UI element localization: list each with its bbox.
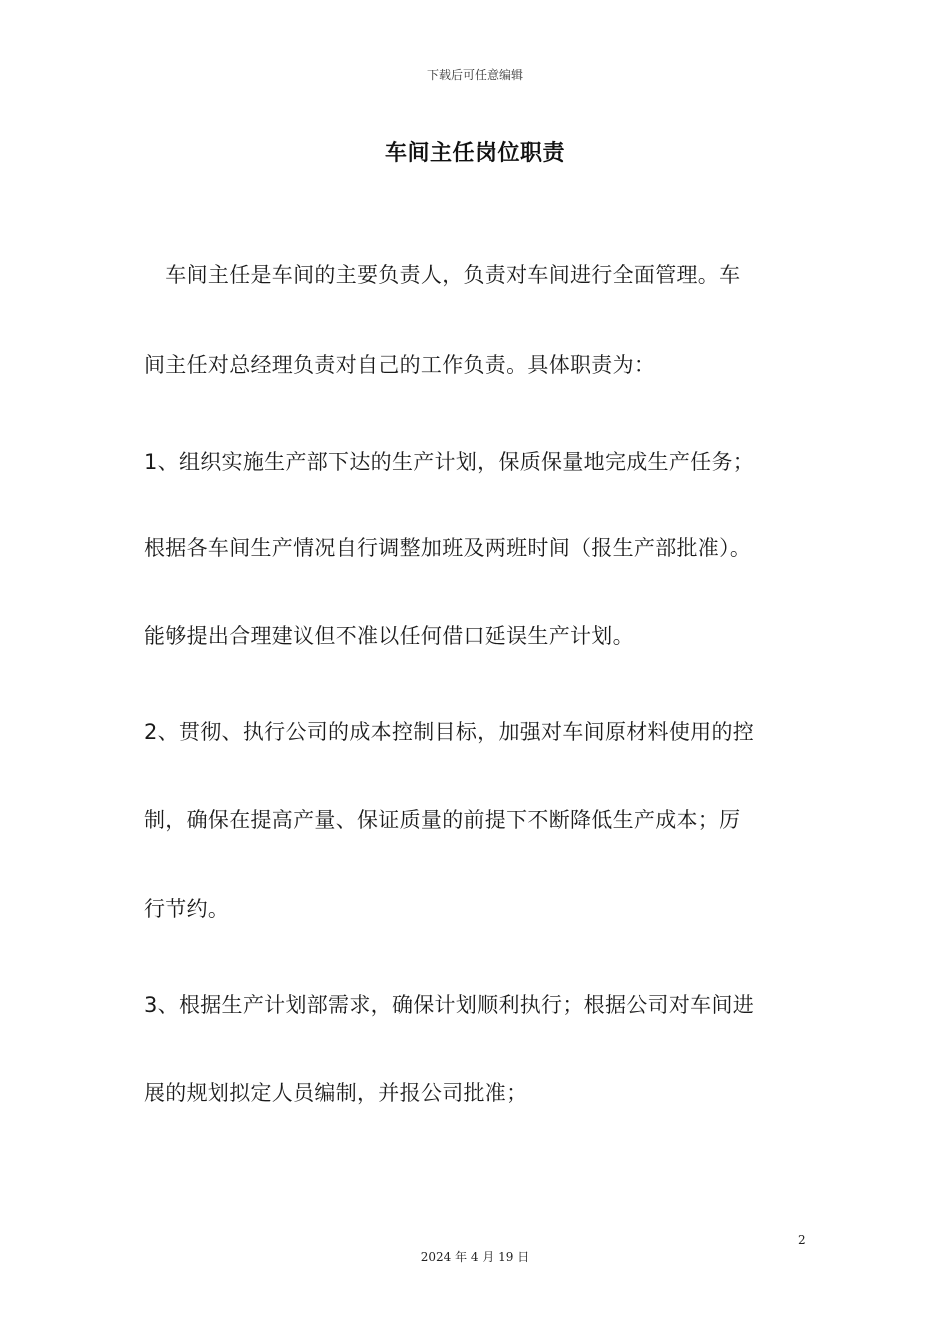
paragraph-line: 车间主任是车间的主要负责人，负责对车间进行全面管理。车 <box>144 263 741 287</box>
paragraph-line: 行节约。 <box>144 897 230 921</box>
paragraph-line: 展的规划拟定人员编制，并报公司批准； <box>144 1081 528 1105</box>
paragraph-line: 根据各车间生产情况自行调整加班及两班时间（报生产部批准）。 <box>144 536 752 560</box>
footer-date: 2024 年 4 月 19 日 <box>420 1250 530 1264</box>
paragraph-line: 3、根据生产计划部需求，确保计划顺利执行；根据公司对车间进 <box>144 993 755 1017</box>
paragraph-line: 2、贯彻、执行公司的成本控制目标，加强对车间原材料使用的控 <box>144 720 755 744</box>
paragraph-line: 1、组织实施生产部下达的生产计划，保质保量地完成生产任务； <box>144 450 755 474</box>
paragraph-line: 间主任对总经理负责对自己的工作负责。具体职责为： <box>144 353 656 377</box>
header-note: 下载后可任意编辑 <box>426 68 523 82</box>
paragraph-line: 能够提出合理建议但不准以任何借口延误生产计划。 <box>144 624 634 648</box>
document-title: 车间主任岗位职责 <box>384 141 565 166</box>
paragraph-line: 制，确保在提高产量、保证质量的前提下不断降低生产成本；厉 <box>144 808 741 832</box>
page-number: 2 <box>798 1233 806 1247</box>
